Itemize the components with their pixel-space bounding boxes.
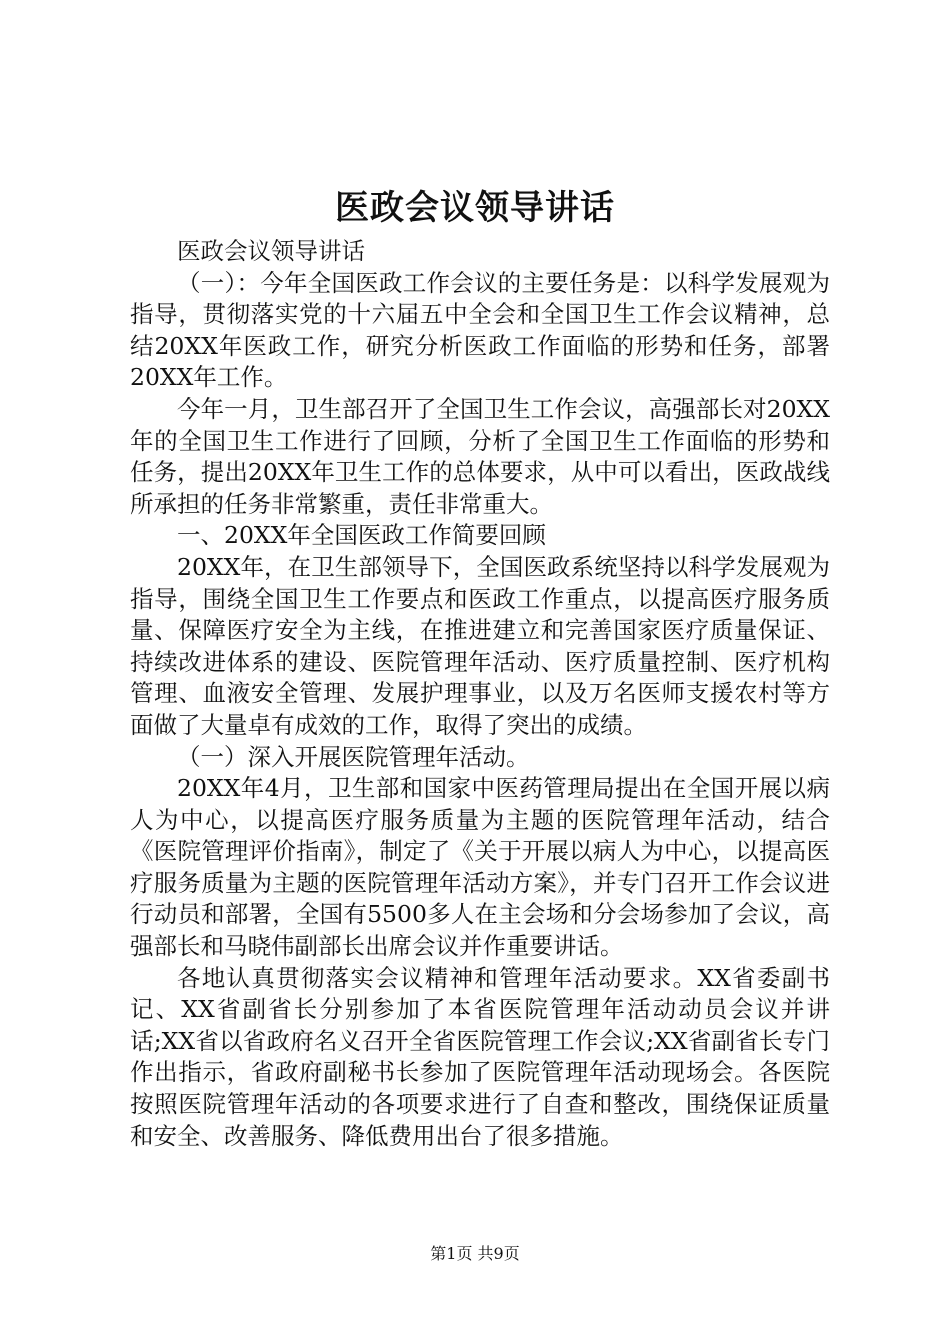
- paragraph-2: 今年一月，卫生部召开了全国卫生工作会议，高强部长对20XX年的全国卫生工作进行了回顾，分析了全国卫生工作面临的形势和任务，提出20XX年卫生工作的总体要求，从中可以看出，医政战线所承担的任务非常繁重，责任非常重大。: [130, 394, 830, 518]
- paragraph-5: 各地认真贯彻落实会议精神和管理年活动要求。XX省委副书记、XX省副省长分别参加了本省医院管理年活动动员会议并讲话;XX省以省政府名义召开全省医院管理工作会议;XX省副省长专门作出指示，省政府副秘书长参加了医院管理年活动现场会。各医院按照医院管理年活动的各项要求进行了自查和整改，围绕保证质量和安全、改善服务、降低费用出台了很多措施。: [130, 963, 830, 1150]
- document-title: 医政会议领导讲话: [335, 188, 615, 228]
- document-body: [130, 236, 830, 1152]
- paragraph-1: （一）：今年全国医政工作会议的主要任务是：以科学发展观为指导，贯彻落实党的十六届五中全会和全国卫生工作会议精神，总结20XX年医政工作，研究分析医政工作面临的形势和任务，部署20XX年工作。: [130, 268, 830, 392]
- page-number-footer: 第1页 共9页: [430, 1244, 520, 1263]
- paragraph-subtitle: 医政会议领导讲话: [177, 237, 365, 265]
- subsection-heading-1: （一）深入开展医院管理年活动。: [177, 742, 530, 771]
- paragraph-3: 20XX年，在卫生部领导下，全国医政系统坚持以科学发展观为指导，围绕全国卫生工作要点和医政工作重点，以提高医疗服务质量、保障医疗安全为主线，在推进建立和完善国家医疗质量保证、持续改进体系的建设、医院管理年活动、医疗质量控制、医疗机构管理、血液安全管理、发展护理事业，以及万名医师支援农村等方面做了大量卓有成效的工作，取得了突出的成绩。: [130, 552, 830, 739]
- paragraph-4: 20XX年4月，卫生部和国家中医药管理局提出在全国开展以病人为中心，以提高医疗服务质量为主题的医院管理年活动，结合《医院管理评价指南》，制定了《关于开展以病人为中心，以提高医疗服务质量为主题的医院管理年活动方案》，并专门召开工作会议进行动员和部署，全国有5500多人在主会场和分会场参加了会议，高强部长和马晓伟副部长出席会议并作重要讲话。: [130, 774, 830, 961]
- section-heading-1: 一、20XX年全国医政工作简要回顾: [177, 521, 546, 550]
